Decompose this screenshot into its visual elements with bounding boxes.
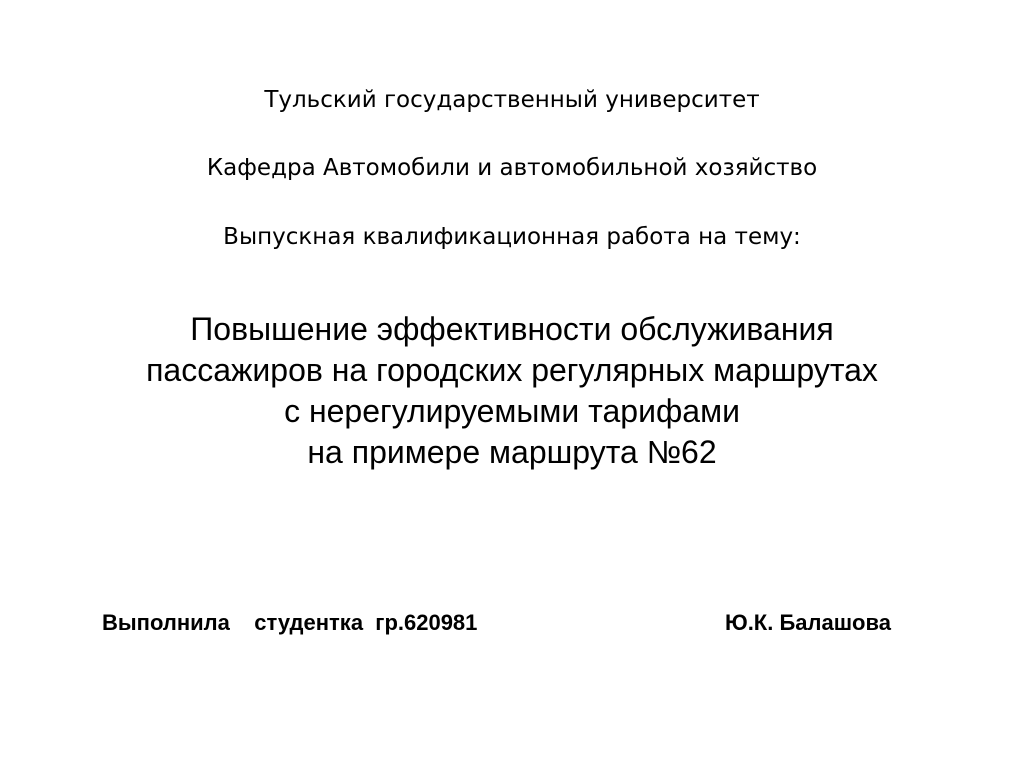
performed-by-student: Выполнила студентка гр.620981	[102, 610, 478, 635]
thesis-title-line: на примере маршрута №62	[307, 434, 717, 470]
author-name: Ю.К. Балашова	[725, 610, 891, 635]
thesis-title-line: Повышение эффективности обслуживания	[190, 311, 834, 347]
work-type: Выпускная квалификационная работа на тему:	[223, 224, 801, 250]
thesis-title	[0, 309, 1024, 473]
university-name: Тульский государственный университет	[264, 87, 760, 113]
thesis-title-line: с нерегулируемыми тарифами	[284, 393, 740, 429]
department-name: Кафедра Автомобили и автомобильной хозяйство	[206, 155, 818, 181]
thesis-title-line: пассажиров на городских регулярных маршрутах	[146, 352, 878, 388]
